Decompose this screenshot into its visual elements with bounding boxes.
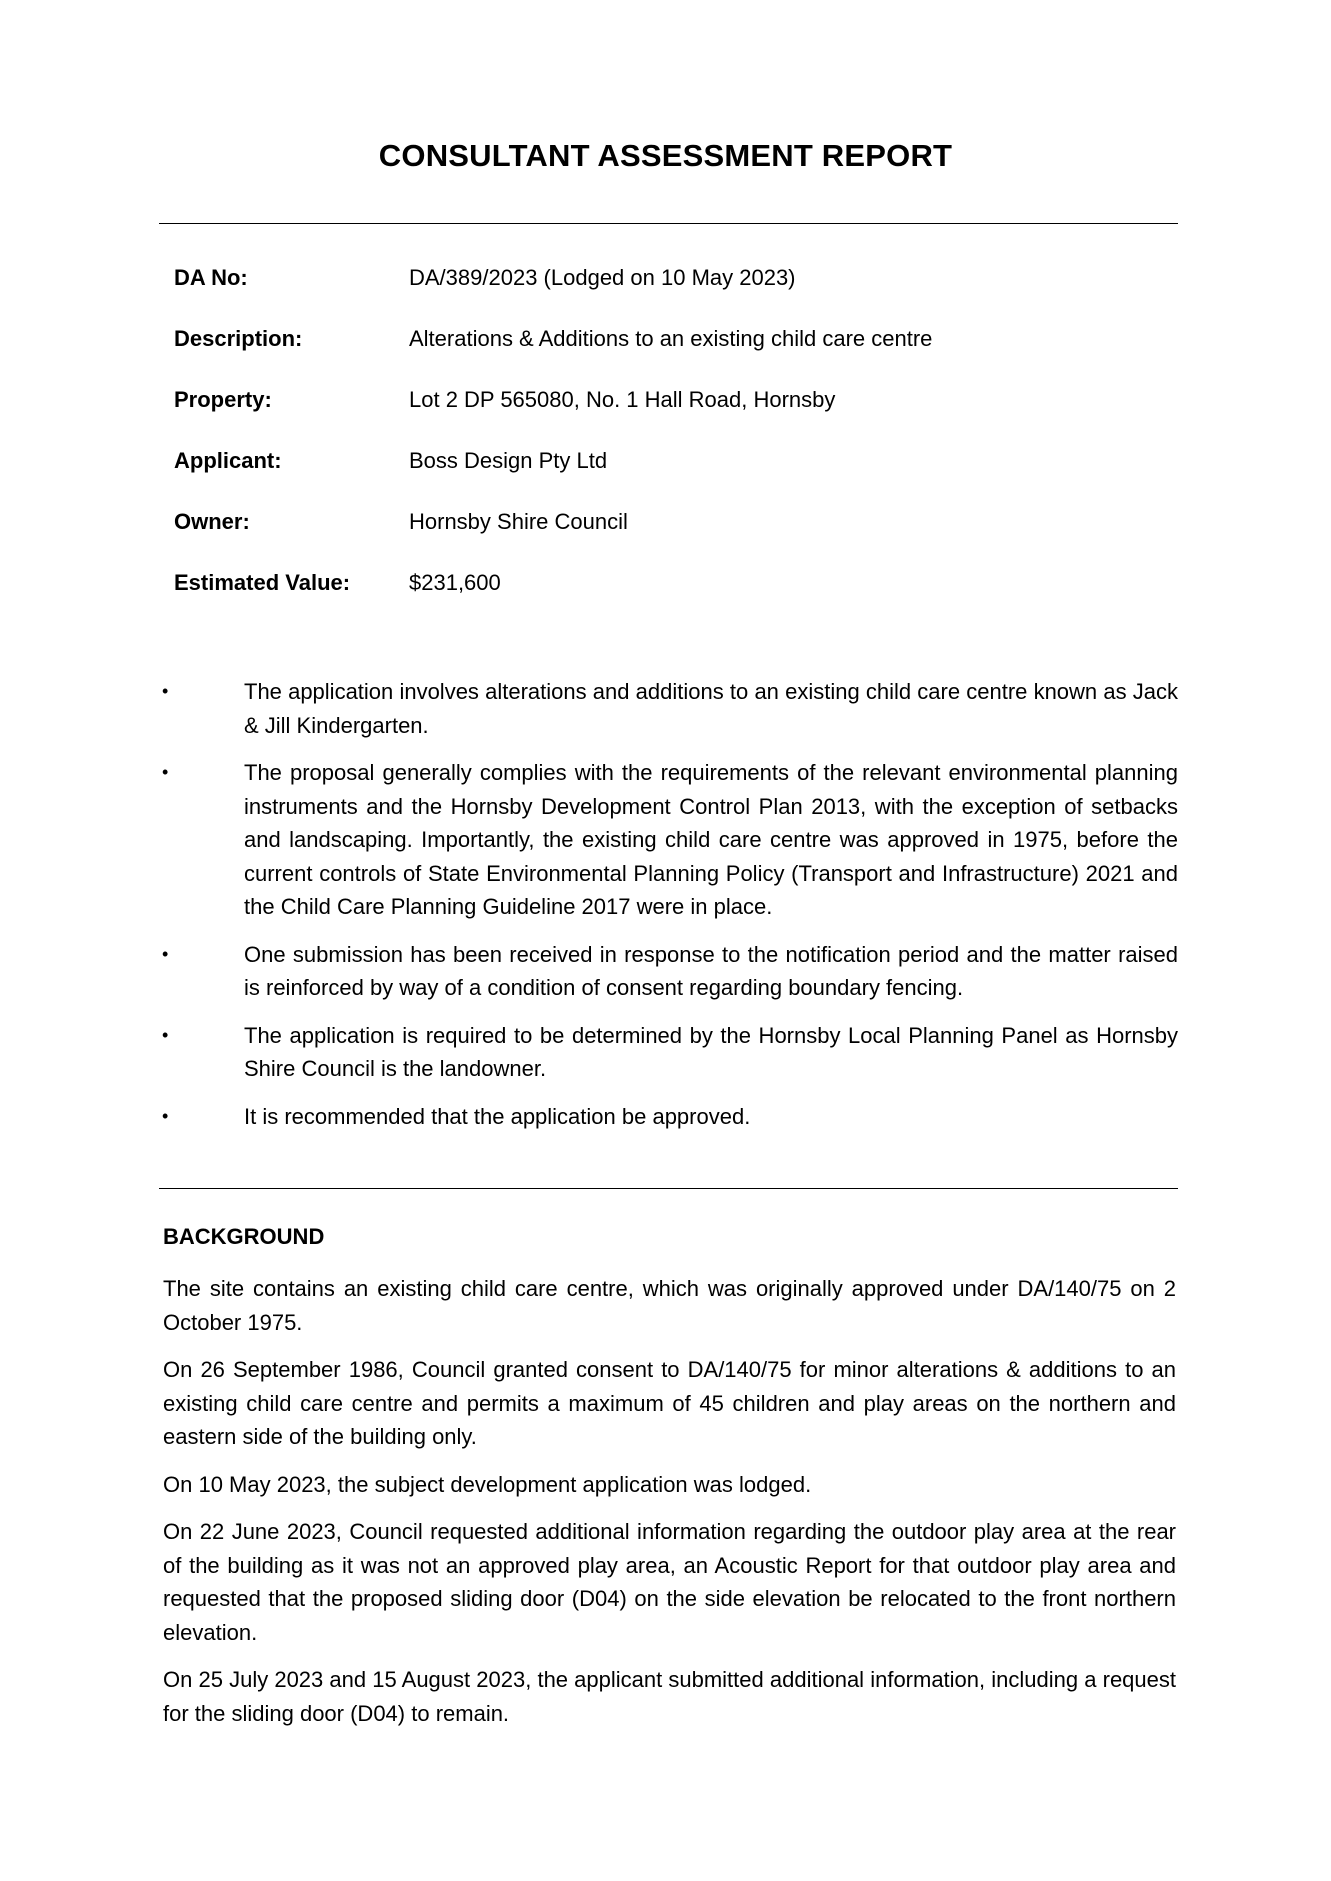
detail-row-applicant [174,446,1164,507]
paragraph: On 26 September 1986, Council granted consent to DA/140/75 for minor alterations & additions to an existing child care centre and permits a maximum of 45 children and play areas on the northern and eastern side of the building only. [163,1357,1176,1449]
detail-label: Estimated Value: [174,570,351,595]
detail-row-owner [174,507,1164,568]
list-item [159,938,1178,1005]
bullet-icon: • [162,762,169,782]
detail-value: Boss Design Pty Ltd [409,448,608,473]
list-item [159,756,1178,924]
top-divider [159,223,1178,224]
details-table [174,263,1164,629]
detail-label: DA No: [174,265,248,290]
detail-value: $231,600 [409,570,501,595]
section-divider [159,1188,1178,1189]
background-section [163,1222,1176,1744]
executive-summary-list [159,675,1178,1147]
detail-row-property [174,385,1164,446]
detail-value: Hornsby Shire Council [409,509,628,534]
detail-value: DA/389/2023 (Lodged on 10 May 2023) [409,265,796,290]
list-item [159,675,1178,742]
paragraph: On 25 July 2023 and 15 August 2023, the applicant submitted additional information, including a request for the sliding door (D04) to remain. [163,1667,1176,1726]
report-title: CONSULTANT ASSESSMENT REPORT [378,138,953,173]
bullet-icon: • [162,1105,169,1126]
detail-value: Lot 2 DP 565080, No. 1 Hall Road, Hornsby [409,387,836,412]
detail-label: Applicant: [174,448,282,473]
list-item [159,1019,1178,1086]
paragraph: On 22 June 2023, Council requested additional information regarding the outdoor play area at the rear of the building as it was not an approved play area, an Acoustic Report for that outdoor play area and requested that the proposed sliding door (D04) on the side elevation be relocated to the front northern elevation. [163,1519,1176,1645]
summary-text: It is recommended that the application be approved. [244,1103,751,1129]
detail-label: Property: [174,387,272,412]
summary-text: The application involves alterations and additions to an existing child care centre known as Jack & Jill Kindergarten. [244,679,1178,738]
detail-row-da-no [174,263,1164,324]
bullet-icon: • [162,681,169,701]
paragraph: The site contains an existing child care centre, which was originally approved under DA/140/75 on 2 October 1975. [163,1276,1176,1335]
detail-label: Description: [174,326,303,351]
detail-label: Owner: [174,509,250,534]
list-item [159,1100,1178,1134]
bullet-icon: • [162,943,169,964]
section-heading: BACKGROUND [163,1224,325,1249]
summary-text: One submission has been received in response to the notification period and the matter raised is reinforced by way of a condition of consent regarding boundary fencing. [244,941,1178,1000]
detail-value: Alterations & Additions to an existing child care centre [409,326,933,351]
detail-row-estimated-value [174,568,1164,629]
paragraph: On 10 May 2023, the subject development application was lodged. [163,1471,812,1497]
bullet-icon: • [162,1024,169,1045]
summary-text: The proposal generally complies with the requirements of the relevant environmental planning instruments and the Hornsby Development Control Plan 2013, with the exception of setbacks and landscaping. Importantly, the existing child care centre was approved in 1975, before the current controls of State Environmental Planning Policy (Transport and Infrastructure) 2021 and the Child Care Planning Guideline 2017 were in place. [244,760,1178,919]
detail-row-description [174,324,1164,385]
summary-text: The application is required to be determined by the Hornsby Local Planning Panel as Hornsby Shire Council is the landowner. [244,1022,1178,1081]
